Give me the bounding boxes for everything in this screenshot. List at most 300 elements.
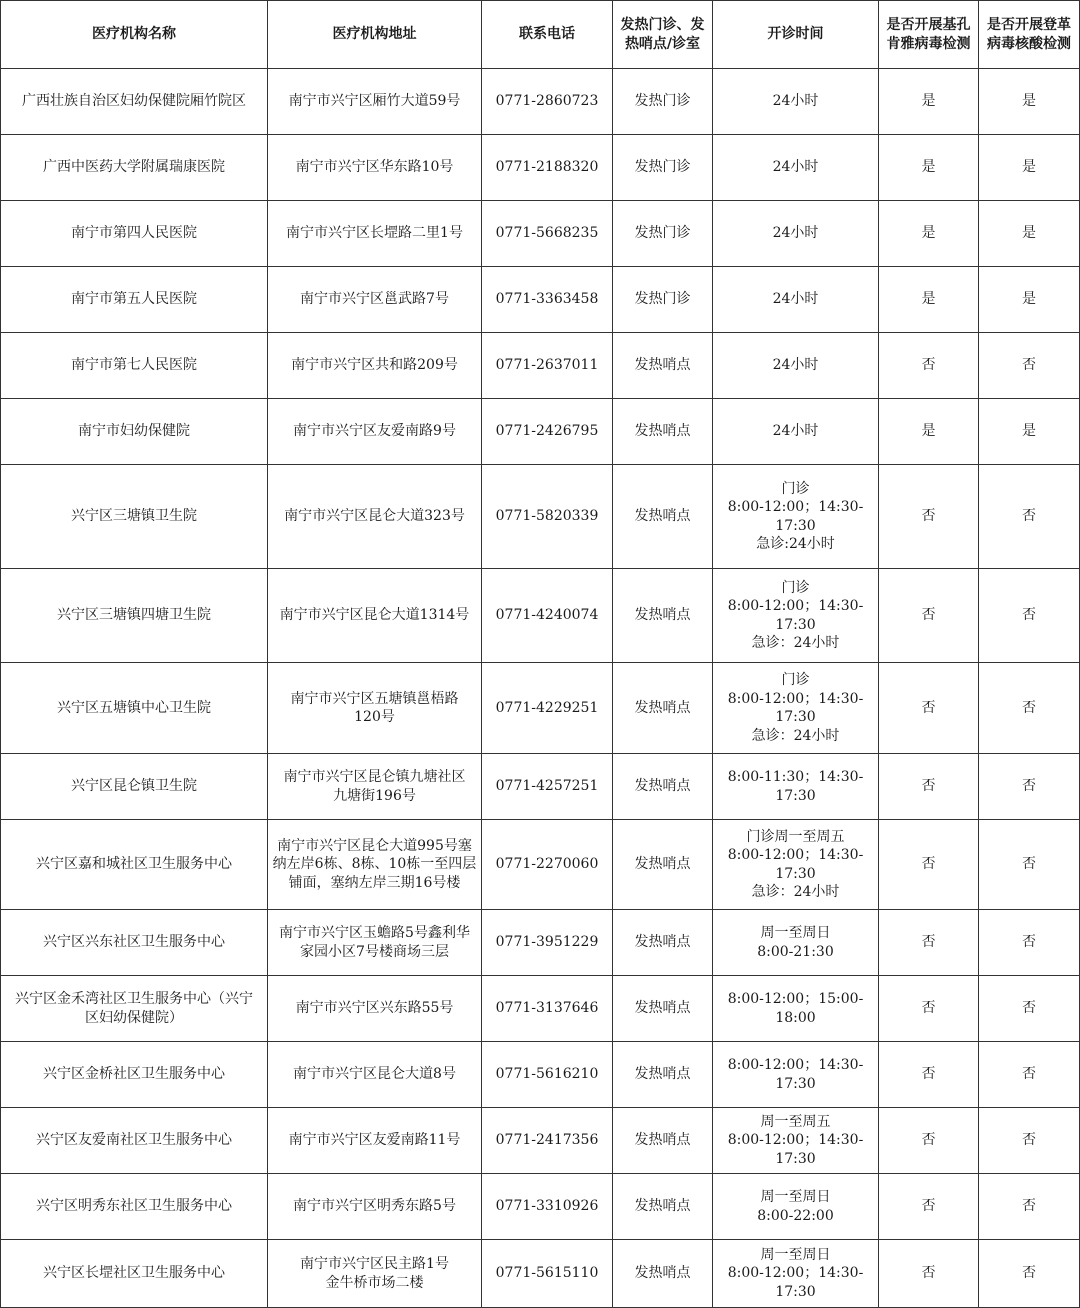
dengue-nucleic-test-line: 否 xyxy=(1022,699,1036,716)
opening-hours-line: 周一至周日 xyxy=(760,1246,831,1263)
clinic-type-line: 热哨点/诊室 xyxy=(624,35,701,52)
opening-hours-line: 17:30 xyxy=(775,1075,816,1092)
institution-name-cell xyxy=(1,569,268,663)
clinic-type-line: 发热哨点 xyxy=(634,856,691,873)
table-row xyxy=(1,465,1080,569)
institution-name-line: 兴宁区明秀东社区卫生服务中心 xyxy=(36,1198,232,1215)
institution-name-cell xyxy=(1,754,268,820)
institution-address-line: 120号 xyxy=(354,709,395,725)
institution-address-cell xyxy=(268,1042,482,1108)
contact-phone-line: 0771-3951229 xyxy=(495,934,599,951)
dengue-nucleic-test-cell xyxy=(979,1042,1080,1108)
chikungunya-test-line: 否 xyxy=(921,508,936,525)
clinic-type-line: 发热哨点 xyxy=(634,1198,691,1215)
contact-phone-line: 0771-3363458 xyxy=(495,291,599,308)
header-institution-address-cell xyxy=(268,1,482,69)
table-row xyxy=(1,69,1080,135)
dengue-nucleic-test-line: 是 xyxy=(1022,423,1036,440)
contact-phone-line: 0771-5820339 xyxy=(495,508,599,525)
chikungunya-test-cell xyxy=(879,333,979,399)
clinic-type-line: 发热哨点 xyxy=(634,1000,691,1017)
institution-name-line: 兴宁区金桥社区卫生服务中心 xyxy=(43,1066,225,1083)
institution-name-line: 广西中医药大学附属瑞康医院 xyxy=(43,159,225,176)
contact-phone-line: 0771-2426795 xyxy=(495,423,599,440)
institution-address-line: 南宁市兴宁区长堽路二里1号 xyxy=(286,225,463,242)
header-dengue-nucleic-test-cell xyxy=(979,1,1080,69)
dengue-nucleic-test-cell xyxy=(979,910,1080,976)
table-row xyxy=(1,135,1080,201)
contact-phone-cell xyxy=(482,135,613,201)
chikungunya-test-cell xyxy=(879,820,979,910)
opening-hours-line: 24小时 xyxy=(772,225,819,242)
table-row xyxy=(1,663,1080,754)
dengue-nucleic-test-cell xyxy=(979,267,1080,333)
dengue-nucleic-test-cell xyxy=(979,135,1080,201)
opening-hours-line: 18:00 xyxy=(775,1009,816,1026)
institution-name-cell xyxy=(1,1174,268,1240)
chikungunya-test-line: 肯雅病毒检测 xyxy=(886,35,971,52)
institution-name-cell xyxy=(1,465,268,569)
opening-hours-line: 8:00-22:00 xyxy=(757,1207,834,1224)
institution-name-cell xyxy=(1,333,268,399)
clinic-type-cell xyxy=(613,465,713,569)
institution-address-line: 南宁市兴宁区昆仑大道995号塞 xyxy=(277,837,472,854)
dengue-nucleic-test-line: 是 xyxy=(1022,291,1036,308)
institution-address-cell xyxy=(268,69,482,135)
institution-name-cell xyxy=(1,976,268,1042)
opening-hours-line: 8:00-12:00；14:30- xyxy=(727,847,864,863)
chikungunya-test-line: 否 xyxy=(921,778,936,795)
chikungunya-test-line: 否 xyxy=(921,934,936,951)
institution-address-cell xyxy=(268,1108,482,1174)
institution-address-line: 南宁市兴宁区昆仑大道1314号 xyxy=(279,607,470,624)
header-opening-hours-cell xyxy=(713,1,879,69)
chikungunya-test-cell xyxy=(879,399,979,465)
opening-hours-cell xyxy=(713,1240,879,1308)
chikungunya-test-line: 否 xyxy=(921,357,936,374)
opening-hours-line: 门诊 xyxy=(781,579,810,596)
opening-hours-cell xyxy=(713,663,879,754)
opening-hours-line: 周一至周五 xyxy=(760,1113,831,1130)
institution-address-line: 医疗机构地址 xyxy=(332,26,417,43)
institution-address-cell xyxy=(268,465,482,569)
opening-hours-line: 门诊 xyxy=(781,672,810,688)
dengue-nucleic-test-line: 否 xyxy=(1022,1000,1036,1017)
clinic-type-line: 发热哨点 xyxy=(634,1132,691,1149)
chikungunya-test-line: 是否开展基孔 xyxy=(886,17,971,33)
opening-hours-cell xyxy=(713,976,879,1042)
chikungunya-test-cell xyxy=(879,201,979,267)
contact-phone-cell xyxy=(482,333,613,399)
opening-hours-line: 8:00-11:30；14:30- xyxy=(727,769,864,785)
dengue-nucleic-test-line: 否 xyxy=(1022,1066,1036,1083)
opening-hours-line: 8:00-12:00；14:30- xyxy=(727,598,864,614)
institution-name-line: 南宁市第七人民医院 xyxy=(71,357,197,374)
institution-address-cell xyxy=(268,267,482,333)
contact-phone-line: 0771-2417356 xyxy=(495,1132,599,1149)
contact-phone-cell xyxy=(482,910,613,976)
institution-address-cell xyxy=(268,1174,482,1240)
opening-hours-cell xyxy=(713,569,879,663)
opening-hours-line: 24小时 xyxy=(772,357,819,374)
contact-phone-cell xyxy=(482,465,613,569)
opening-hours-cell xyxy=(713,135,879,201)
chikungunya-test-line: 否 xyxy=(921,1198,936,1215)
institution-address-cell xyxy=(268,1240,482,1308)
clinic-type-line: 发热哨点 xyxy=(634,934,691,951)
institution-address-line: 南宁市兴宁区民主路1号 xyxy=(300,1256,449,1272)
table-row xyxy=(1,754,1080,820)
opening-hours-cell xyxy=(713,1108,879,1174)
clinic-type-line: 发热哨点 xyxy=(634,508,691,525)
dengue-nucleic-test-line: 否 xyxy=(1022,357,1036,374)
contact-phone-line: 联系电话 xyxy=(519,26,575,43)
clinic-type-cell xyxy=(613,820,713,910)
opening-hours-line: 开诊时间 xyxy=(767,26,824,43)
opening-hours-line: 8:00-21:30 xyxy=(757,943,834,960)
dengue-nucleic-test-cell xyxy=(979,820,1080,910)
table-row xyxy=(1,976,1080,1042)
clinic-type-line: 发热门诊、发 xyxy=(620,17,705,33)
table-row xyxy=(1,1174,1080,1240)
table-row xyxy=(1,1108,1080,1174)
opening-hours-line: 17:30 xyxy=(775,787,816,804)
opening-hours-line: 8:00-12:00；14:30- xyxy=(727,1132,864,1149)
chikungunya-test-line: 否 xyxy=(921,1265,936,1282)
institution-name-line: 南宁市第五人民医院 xyxy=(71,291,197,308)
chikungunya-test-line: 否 xyxy=(921,1000,936,1017)
institution-address-line: 纳左岸6栋、8栋、10栋一至四层 xyxy=(272,856,477,873)
dengue-nucleic-test-line: 否 xyxy=(1022,856,1036,873)
clinic-type-cell xyxy=(613,1108,713,1174)
opening-hours-line: 门诊 xyxy=(781,480,810,497)
institution-name-line: 兴宁区金禾湾社区卫生服务中心（兴宁 xyxy=(15,991,253,1007)
chikungunya-test-line: 是 xyxy=(921,225,936,242)
opening-hours-line: 8:00-12:00；14:30- xyxy=(727,1057,864,1073)
opening-hours-cell xyxy=(713,465,879,569)
opening-hours-cell xyxy=(713,333,879,399)
clinic-type-line: 发热哨点 xyxy=(634,1066,691,1083)
institution-address-cell xyxy=(268,201,482,267)
institution-name-line: 兴宁区昆仑镇卫生院 xyxy=(71,778,197,795)
institution-name-line: 兴宁区三塘镇四塘卫生院 xyxy=(57,607,211,624)
table-row xyxy=(1,910,1080,976)
chikungunya-test-line: 是 xyxy=(921,93,936,110)
chikungunya-test-cell xyxy=(879,569,979,663)
dengue-nucleic-test-line: 否 xyxy=(1022,1198,1036,1215)
institution-name-line: 兴宁区长堽社区卫生服务中心 xyxy=(43,1265,225,1282)
institution-name-cell xyxy=(1,135,268,201)
opening-hours-cell xyxy=(713,910,879,976)
dengue-nucleic-test-line: 否 xyxy=(1022,607,1036,624)
table-row xyxy=(1,1042,1080,1108)
institution-address-line: 南宁市兴宁区昆仑镇九塘社区 xyxy=(283,769,466,785)
institution-name-line: 兴宁区嘉和城社区卫生服务中心 xyxy=(36,856,232,873)
dengue-nucleic-test-line: 是 xyxy=(1022,159,1036,176)
dengue-nucleic-test-cell xyxy=(979,201,1080,267)
institution-address-line: 家园小区7号楼商场三层 xyxy=(300,943,449,960)
opening-hours-cell xyxy=(713,399,879,465)
chikungunya-test-line: 是 xyxy=(921,423,936,440)
dengue-nucleic-test-line: 否 xyxy=(1022,778,1036,795)
opening-hours-line: 急诊：24小时 xyxy=(751,635,840,651)
opening-hours-line: 17:30 xyxy=(775,1283,816,1300)
institution-name-cell xyxy=(1,1240,268,1308)
contact-phone-cell xyxy=(482,69,613,135)
clinic-type-cell xyxy=(613,976,713,1042)
opening-hours-cell xyxy=(713,754,879,820)
dengue-nucleic-test-line: 否 xyxy=(1022,1132,1036,1149)
institution-name-cell xyxy=(1,69,268,135)
table-row xyxy=(1,333,1080,399)
dengue-nucleic-test-line: 否 xyxy=(1022,1265,1036,1282)
opening-hours-line: 24小时 xyxy=(772,423,819,440)
dengue-nucleic-test-line: 是否开展登革 xyxy=(987,17,1071,33)
clinic-type-cell xyxy=(613,333,713,399)
institution-address-line: 南宁市兴宁区兴东路55号 xyxy=(295,1000,454,1017)
opening-hours-line: 8:00-12:00；14:30- xyxy=(727,690,864,707)
institution-address-cell xyxy=(268,569,482,663)
dengue-nucleic-test-cell xyxy=(979,569,1080,663)
institution-name-line: 兴宁区友爱南社区卫生服务中心 xyxy=(36,1132,232,1149)
institution-name-cell xyxy=(1,267,268,333)
chikungunya-test-line: 否 xyxy=(921,607,936,624)
institution-address-line: 九塘街196号 xyxy=(333,787,416,804)
institution-address-line: 南宁市兴宁区明秀东路5号 xyxy=(293,1198,456,1215)
clinic-type-cell xyxy=(613,267,713,333)
opening-hours-line: 门诊周一至周五 xyxy=(746,828,845,845)
clinic-type-cell xyxy=(613,69,713,135)
institution-address-line: 南宁市兴宁区共和路209号 xyxy=(291,357,458,374)
chikungunya-test-cell xyxy=(879,267,979,333)
header-institution-name-cell xyxy=(1,1,268,69)
chikungunya-test-line: 是 xyxy=(921,159,936,176)
institution-name-cell xyxy=(1,201,268,267)
header-clinic-type-cell xyxy=(613,1,713,69)
dengue-nucleic-test-cell xyxy=(979,976,1080,1042)
opening-hours-line: 周一至周日 xyxy=(760,925,831,941)
opening-hours-cell xyxy=(713,820,879,910)
institution-address-line: 南宁市兴宁区厢竹大道59号 xyxy=(288,93,461,110)
opening-hours-line: 17:30 xyxy=(775,616,816,633)
contact-phone-cell xyxy=(482,267,613,333)
dengue-nucleic-test-line: 是 xyxy=(1022,225,1036,242)
clinic-type-cell xyxy=(613,201,713,267)
opening-hours-line: 24小时 xyxy=(772,291,819,308)
dengue-nucleic-test-cell xyxy=(979,399,1080,465)
chikungunya-test-cell xyxy=(879,1174,979,1240)
contact-phone-line: 0771-2188320 xyxy=(495,159,599,176)
clinic-type-cell xyxy=(613,663,713,754)
institution-name-line: 兴宁区兴东社区卫生服务中心 xyxy=(43,934,225,951)
institution-address-cell xyxy=(268,754,482,820)
header-contact-phone-cell xyxy=(482,1,613,69)
chikungunya-test-line: 否 xyxy=(921,1066,936,1083)
institution-name-line: 广西壮族自治区妇幼保健院厢竹院区 xyxy=(22,93,246,110)
chikungunya-test-cell xyxy=(879,663,979,754)
opening-hours-line: 17:30 xyxy=(775,517,816,534)
table-row xyxy=(1,569,1080,663)
contact-phone-cell xyxy=(482,1042,613,1108)
dengue-nucleic-test-cell xyxy=(979,333,1080,399)
clinic-type-line: 发热哨点 xyxy=(634,778,691,795)
institution-name-cell xyxy=(1,663,268,754)
institution-address-cell xyxy=(268,663,482,754)
dengue-nucleic-test-line: 是 xyxy=(1022,93,1036,110)
institution-name-cell xyxy=(1,1042,268,1108)
opening-hours-line: 8:00-12:00；14:30- xyxy=(727,1265,864,1282)
clinic-type-line: 发热哨点 xyxy=(634,699,691,716)
opening-hours-line: 17:30 xyxy=(775,865,816,882)
opening-hours-line: 17:30 xyxy=(775,709,816,725)
institution-address-cell xyxy=(268,333,482,399)
chikungunya-test-cell xyxy=(879,1240,979,1308)
clinic-type-cell xyxy=(613,910,713,976)
clinic-type-cell xyxy=(613,569,713,663)
chikungunya-test-cell xyxy=(879,465,979,569)
header-chikungunya-test-cell xyxy=(879,1,979,69)
opening-hours-cell xyxy=(713,1042,879,1108)
chikungunya-test-line: 否 xyxy=(921,856,936,873)
contact-phone-cell xyxy=(482,201,613,267)
clinic-type-cell xyxy=(613,754,713,820)
dengue-nucleic-test-line: 病毒核酸检测 xyxy=(987,35,1071,52)
contact-phone-cell xyxy=(482,1240,613,1308)
chikungunya-test-cell xyxy=(879,910,979,976)
institution-address-cell xyxy=(268,399,482,465)
contact-phone-line: 0771-4229251 xyxy=(495,699,599,716)
table-header-row xyxy=(1,1,1080,69)
institution-name-line: 医疗机构名称 xyxy=(92,26,176,43)
chikungunya-test-cell xyxy=(879,1042,979,1108)
contact-phone-line: 0771-5615110 xyxy=(495,1265,599,1282)
opening-hours-line: 24小时 xyxy=(772,93,819,110)
dengue-nucleic-test-cell xyxy=(979,663,1080,754)
institution-address-line: 南宁市兴宁区昆仑大道8号 xyxy=(293,1066,456,1083)
chikungunya-test-cell xyxy=(879,754,979,820)
dengue-nucleic-test-cell xyxy=(979,69,1080,135)
table-row xyxy=(1,267,1080,333)
table-row xyxy=(1,1240,1080,1308)
opening-hours-line: 8:00-12:00；15:00- xyxy=(727,991,864,1007)
contact-phone-cell xyxy=(482,663,613,754)
clinic-type-line: 发热门诊 xyxy=(634,93,691,110)
institution-address-line: 南宁市兴宁区玉蟾路5号鑫利华 xyxy=(279,925,470,941)
institution-name-line: 兴宁区三塘镇卫生院 xyxy=(71,508,197,525)
opening-hours-line: 8:00-12:00；14:30- xyxy=(727,499,864,515)
table-body xyxy=(1,69,1080,1308)
clinic-type-cell xyxy=(613,1240,713,1308)
clinic-type-line: 发热门诊 xyxy=(634,225,691,242)
opening-hours-cell xyxy=(713,267,879,333)
opening-hours-line: 17:30 xyxy=(775,1150,816,1167)
opening-hours-line: 急诊：24小时 xyxy=(751,727,840,744)
contact-phone-cell xyxy=(482,569,613,663)
dengue-nucleic-test-cell xyxy=(979,465,1080,569)
contact-phone-line: 0771-2860723 xyxy=(495,93,599,110)
institution-address-line: 铺面，塞纳左岸三期16号楼 xyxy=(288,874,461,891)
dengue-nucleic-test-cell xyxy=(979,1240,1080,1308)
contact-phone-cell xyxy=(482,399,613,465)
table-row xyxy=(1,201,1080,267)
chikungunya-test-line: 否 xyxy=(921,699,936,716)
contact-phone-cell xyxy=(482,1108,613,1174)
table-row xyxy=(1,820,1080,910)
institution-address-line: 南宁市兴宁区华东路10号 xyxy=(295,159,454,176)
clinic-type-cell xyxy=(613,135,713,201)
institution-name-line: 兴宁区五塘镇中心卫生院 xyxy=(57,699,211,716)
contact-phone-line: 0771-2637011 xyxy=(495,357,599,374)
clinic-type-cell xyxy=(613,399,713,465)
contact-phone-line: 0771-2270060 xyxy=(495,856,599,873)
chikungunya-test-cell xyxy=(879,69,979,135)
dengue-nucleic-test-cell xyxy=(979,1108,1080,1174)
opening-hours-cell xyxy=(713,1174,879,1240)
institution-address-cell xyxy=(268,910,482,976)
table-row xyxy=(1,399,1080,465)
institution-address-cell xyxy=(268,820,482,910)
clinic-type-cell xyxy=(613,1174,713,1240)
dengue-nucleic-test-line: 否 xyxy=(1022,508,1036,525)
contact-phone-line: 0771-3310926 xyxy=(495,1198,599,1215)
chikungunya-test-cell xyxy=(879,1108,979,1174)
clinic-type-line: 发热哨点 xyxy=(634,607,691,624)
institution-name-cell xyxy=(1,1108,268,1174)
contact-phone-line: 0771-3137646 xyxy=(495,1000,599,1017)
institution-name-cell xyxy=(1,910,268,976)
dengue-nucleic-test-cell xyxy=(979,1174,1080,1240)
institution-name-line: 南宁市妇幼保健院 xyxy=(78,423,190,440)
institution-address-cell xyxy=(268,976,482,1042)
chikungunya-test-cell xyxy=(879,976,979,1042)
contact-phone-line: 0771-5616210 xyxy=(495,1066,599,1083)
institution-name-cell xyxy=(1,399,268,465)
opening-hours-line: 急诊：24小时 xyxy=(751,884,840,900)
clinic-type-cell xyxy=(613,1042,713,1108)
dengue-nucleic-test-line: 否 xyxy=(1022,934,1036,951)
contact-phone-line: 0771-5668235 xyxy=(495,225,599,242)
chikungunya-test-cell xyxy=(879,135,979,201)
contact-phone-line: 0771-4257251 xyxy=(495,778,599,795)
chikungunya-test-line: 是 xyxy=(921,291,936,308)
chikungunya-test-line: 否 xyxy=(921,1132,936,1149)
clinic-type-line: 发热哨点 xyxy=(634,1265,691,1282)
contact-phone-cell xyxy=(482,754,613,820)
clinic-type-line: 发热哨点 xyxy=(634,423,691,440)
dengue-nucleic-test-cell xyxy=(979,754,1080,820)
clinic-type-line: 发热门诊 xyxy=(634,291,691,308)
opening-hours-cell xyxy=(713,201,879,267)
institution-address-cell xyxy=(268,135,482,201)
opening-hours-line: 周一至周日 xyxy=(760,1189,831,1205)
contact-phone-line: 0771-4240074 xyxy=(495,607,599,624)
institution-address-line: 南宁市兴宁区五塘镇邕梧路 xyxy=(290,690,459,707)
contact-phone-cell xyxy=(482,976,613,1042)
institution-address-line: 南宁市兴宁区友爱南路9号 xyxy=(293,423,456,440)
institution-address-line: 金牛桥市场二楼 xyxy=(325,1274,424,1291)
clinic-type-line: 发热哨点 xyxy=(634,357,691,374)
clinic-type-line: 发热门诊 xyxy=(634,159,691,176)
opening-hours-line: 急诊:24小时 xyxy=(756,536,835,552)
opening-hours-line: 24小时 xyxy=(772,159,819,176)
institution-name-line: 南宁市第四人民医院 xyxy=(71,225,197,242)
institution-address-line: 南宁市兴宁区昆仑大道323号 xyxy=(284,508,465,525)
institution-name-line: 区妇幼保健院） xyxy=(85,1009,183,1026)
contact-phone-cell xyxy=(482,1174,613,1240)
institution-address-line: 南宁市兴宁区邕武路7号 xyxy=(300,291,449,308)
opening-hours-cell xyxy=(713,69,879,135)
contact-phone-cell xyxy=(482,820,613,910)
